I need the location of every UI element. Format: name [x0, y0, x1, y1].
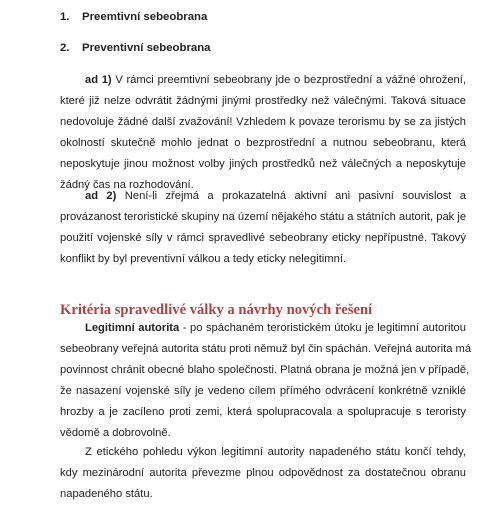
paragraph-line: nedovoluje žádné další zvažování! Vzhledem k povaze terorismu by se za jistých: [60, 116, 466, 128]
paragraph-line: kdy mezinárodní autorita převezme plnou odpovědnost za dostatečnou obranu: [60, 467, 466, 479]
paragraph-line: že nasazení vojenské síly je vedeno cílem přímého odvrácení konkrétně vzniklé: [60, 385, 466, 397]
list-item-preemptive: [60, 11, 207, 23]
ad-label: ad 2): [85, 190, 117, 202]
term-label: Legitimní autorita: [85, 322, 180, 334]
paragraph-line: neposkytuje jinou možnost volby jiných prostředků než válečných a neposkytuje: [60, 158, 466, 170]
paragraph-line: ad 1) V rámci preemtivní sebeobrany jde o bezprostřední a vážné ohrožení,: [85, 74, 466, 86]
paragraph-line: vědomě a dobrovolně.: [60, 427, 171, 439]
paragraph-line: které již nelze odvrátit žádnými jinými prostředky než válečnými. Taková situace: [60, 95, 466, 107]
ad-label: ad 1): [85, 74, 112, 86]
paragraph-legitimate-authority: [60, 318, 472, 444]
list-number: 2.: [60, 42, 70, 54]
paragraph-line: žádný čas na rozhodování.: [60, 179, 194, 191]
paragraph-line: Z etického pohledu výkon legitimní autority napadeného státu končí tehdy,: [85, 446, 466, 458]
paragraph-line: konflikt by byl preventivní válkou a tedy eticky nelegitimní.: [60, 253, 347, 265]
paragraph-ethical-view: [60, 442, 466, 505]
paragraph-ad-2: [60, 186, 466, 270]
paragraph-line: Legitimní autorita - po spáchaném teroristickém útoku je legitimní autoritou: [85, 322, 466, 334]
paragraph-line: hrozby a je zacíleno proti zemi, která spolupracovala a spolupracuje s teroristy: [60, 406, 466, 418]
paragraph-line: ad 2) Není-li zřejmá a prokazatelná aktivní ani pasivní souvislost a: [85, 190, 466, 202]
paragraph-line: povinnost chránit obecné blaho společnosti. Platná obrana je možná jen v případě,: [60, 364, 470, 376]
paragraph-line: provázanost teroristické skupiny na území nějakého státu a státních autorit, pak je: [60, 211, 467, 223]
paragraph-line: sebeobrany veřejná autorita státu proti němuž byl čin spáchán. Veřejná autorita má: [60, 343, 472, 355]
list-label: Preventivní sebeobrana: [82, 42, 211, 54]
paragraph-line: okolností skutečně mohlo jednat o bezprostřední a nutnou sebeobranu, která: [60, 137, 466, 149]
list-number: 1.: [60, 11, 70, 23]
list-label: Preemtivní sebeobrana: [82, 11, 208, 23]
list-item-preventive: [60, 42, 211, 54]
paragraph-ad-1: [60, 70, 466, 196]
paragraph-line: napadeného státu.: [60, 488, 153, 500]
section-heading: Kritéria spravedlivé války a návrhy nových řešení: [60, 302, 373, 318]
paragraph-line: použití vojenské síly v rámci spravedlivé sebeobrany eticky nepřípustné. Takový: [60, 232, 466, 244]
